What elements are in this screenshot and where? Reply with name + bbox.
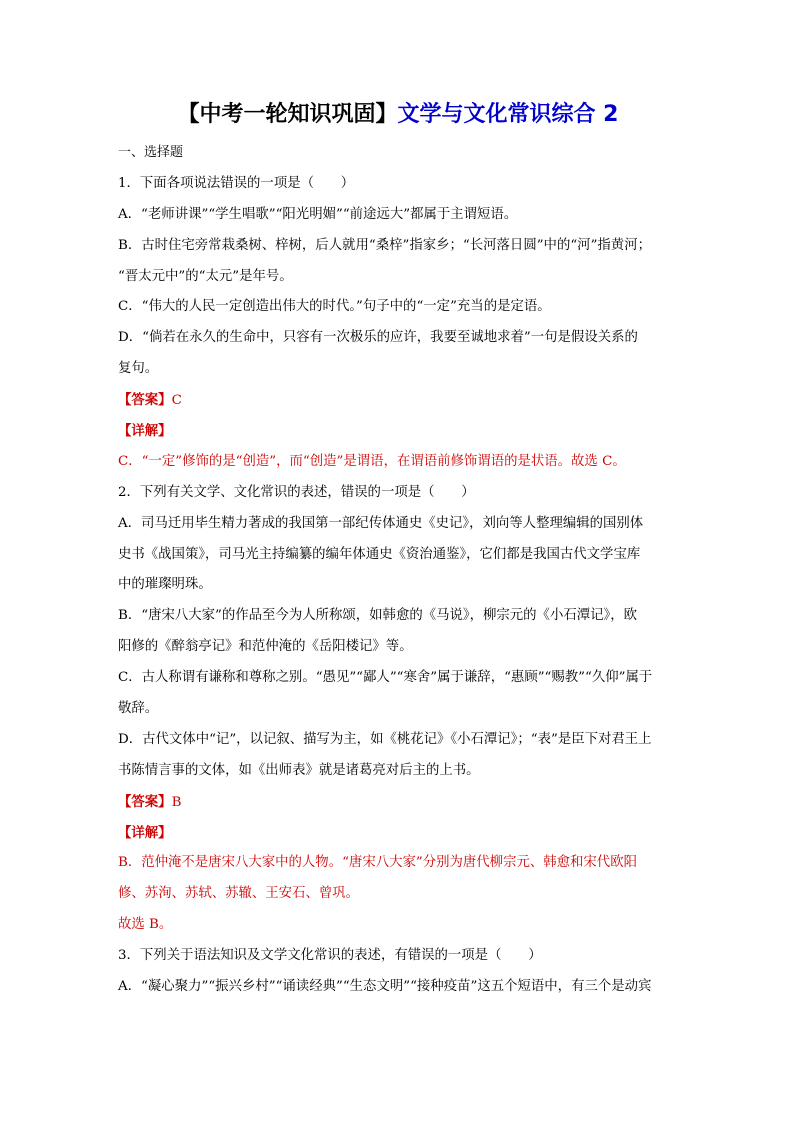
question-3: [118, 941, 678, 1003]
answer-tag: 【答案】: [118, 793, 172, 810]
option-b-line-1: B．古时住宅旁常栽桑树、梓树，后人就用“桑梓”指家乡；“长河落日圆”中的“河”指黄河；: [118, 237, 651, 253]
question-2: [118, 478, 678, 941]
option-b-line-1: B．“唐宋八大家”的作品至今为人所称颂，如韩愈的《马说》，柳宗元的《小石潭记》，欧: [118, 608, 637, 624]
option-c-line-1: C．古人称谓有谦称和尊称之别。“愚见”“鄙人”“寒舍”属于谦辞，“惠顾”“赐教”“久仰”属于: [118, 670, 653, 686]
option-a-line-3: 中的璀璨明珠。: [118, 577, 212, 593]
option-d-line-1: D．“倘若在永久的生命中，只容有一次极乐的应许，我要至诚地求着”一句是假设关系的: [118, 330, 638, 346]
answer-line: [118, 787, 678, 818]
option-a-line-2: 史书《战国策》，司马光主持编纂的编年体通史《资治通鉴》，它们都是我国古代文学宝库: [118, 546, 641, 562]
explanation-line-2: 修、苏洵、苏轼、苏辙、王安石、曾巩。: [118, 886, 360, 902]
question-stem: 2．下列有关文学、文化常识的表述，错误的一项是（ ）: [118, 484, 475, 500]
option-d-line-2: 复句。: [118, 361, 159, 377]
title-main: 文学与文化常识综合 2: [397, 102, 619, 127]
explain-tag-line: [118, 818, 678, 849]
title-prefix: 【中考一轮知识巩固】: [177, 102, 398, 127]
option-a-line-1: A．“凝心聚力”“振兴乡村”“诵读经典”“生态文明”“接种疫苗”这五个短语中，有三个是动宾: [118, 979, 652, 995]
answer-tag: 【答案】: [118, 392, 172, 409]
answer-value: C: [171, 393, 182, 409]
document-page: [118, 98, 678, 1003]
option-a-line-1: A．司马迁用毕生精力著成的我国第一部纪传体通史《史记》，刘向等人整理编辑的国别体: [118, 515, 644, 531]
option-c-line-2: 敬辞。: [118, 701, 159, 717]
explain-tag: 【详解】: [118, 824, 172, 841]
answer-line: [118, 385, 678, 416]
question-1: [118, 169, 678, 478]
option-d-line-2: 书陈情言事的文体，如《出师表》就是诸葛亮对后主的上书。: [118, 762, 480, 778]
document-title: [118, 98, 678, 132]
explain-tag: 【详解】: [118, 423, 172, 440]
explain-tag-line: [118, 416, 678, 447]
option-c-line-1: C．“伟大的人民一定创造出伟大的时代。”句子中的“一定”充当的是定语。: [118, 299, 551, 315]
section-heading: 一、选择题: [118, 145, 184, 160]
explanation-line-1: B．范仲淹不是唐宋八大家中的人物。“唐宋八大家”分别为唐代柳宗元、韩愈和宋代欧阳: [118, 855, 637, 871]
option-b-line-2: 阳修的《醉翁亭记》和范仲淹的《岳阳楼记》等。: [118, 639, 413, 655]
answer-value: B: [171, 794, 182, 810]
question-stem: 3．下列关于语法知识及文学文化常识的表述，有错误的一项是（ ）: [118, 948, 542, 964]
question-stem: 1．下面各项说法错误的一项是（ ）: [118, 175, 355, 191]
option-a-line-1: A．“老师讲课”“学生唱歌”“阳光明媚”“前途远大”都属于主谓短语。: [118, 206, 518, 222]
explanation-line-1: C．“一定”修饰的是“创造”，而“创造”是谓语，在谓语前修饰谓语的是状语。故选 C。: [118, 453, 626, 469]
option-b-line-2: “晋太元中”的“太元”是年号。: [118, 268, 293, 284]
option-d-line-1: D．古代文体中“记”，以记叙、描写为主，如《桃花记》《小石潭记》；“表”是臣下对君王上: [118, 731, 652, 747]
explanation-line-3: 故选 B。: [118, 917, 173, 933]
